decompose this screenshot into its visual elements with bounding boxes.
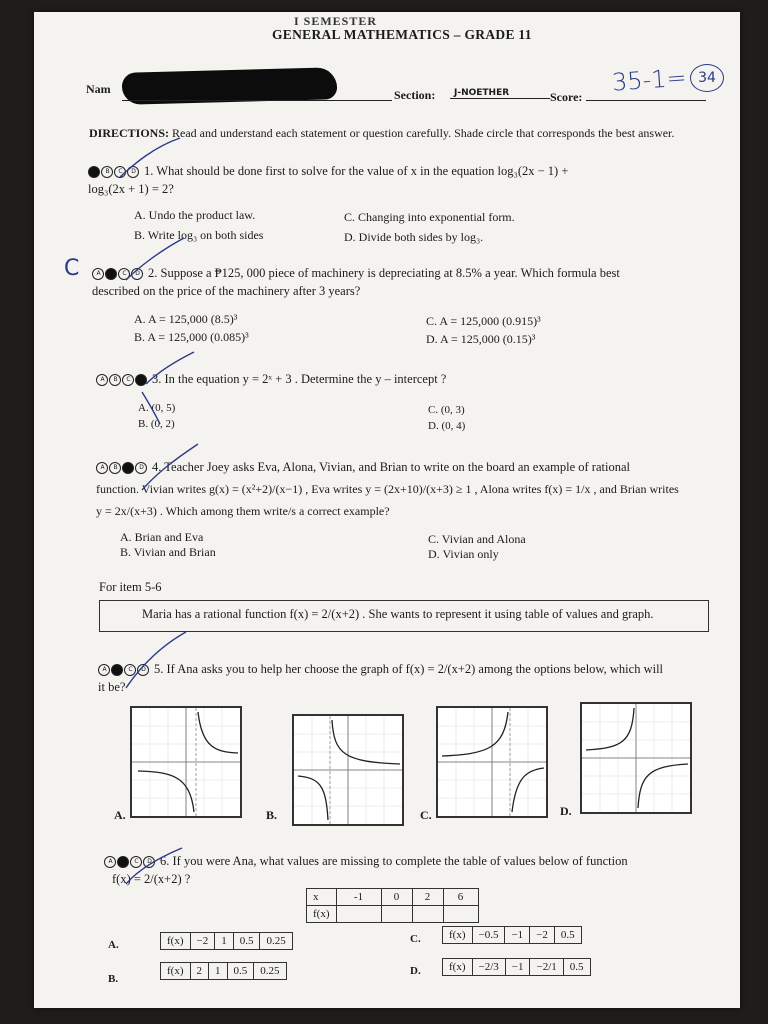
table-cell: 2 [190,963,209,980]
question-4-text-cont: function. Vivian writes g(x) = (x²+2)/(x−1) , Eva writes y = (2x+10)/(x+3) ≥ 1 , Alona writes f(x) = 1/x , and Brian writes [96,482,679,496]
table-cell: 0.5 [554,927,581,944]
table-cell: 6 [443,889,478,906]
bubble-b[interactable]: B [101,166,113,178]
bubble-c[interactable]: C [118,268,130,280]
question-6-text: 6. If you were Ana, what values are missing to complete the table of values below of function [160,854,628,868]
table-cell: 0.5 [563,959,590,976]
table-cell: 1 [215,933,234,950]
question-3-text: 3. In the equation y = 2ˣ + 3 . Determine the y – intercept ? [152,372,447,386]
graph-label-b: B. [266,808,278,822]
graph-label-a: A. [114,808,126,822]
bubble-d[interactable]: D [131,268,143,280]
question-1-text-cont: log₃(2x + 1) = 2? [88,182,174,196]
bubble-a[interactable]: A [88,166,100,178]
question-4-text-end: y = 2x/(x+3) . Which among them write/s a correct example? [96,504,390,518]
question-4-text: 4. Teacher Joey asks Eva, Alona, Vivian, and Brian to write on the board an example of rational [152,460,630,474]
q4-option-a: A. Brian and Eva [120,530,204,544]
q6-option-d-label: D. [410,965,421,977]
bubble-a[interactable]: A [104,856,116,868]
question-6-text-cont: f(x) = 2/(x+2) ? [112,872,191,886]
score-label: Score: [550,90,583,104]
check-mark-q1 [120,138,180,177]
circled-final-score: 34 [690,64,724,92]
table-cell: f(x) [443,927,473,944]
exam-paper [34,12,740,1008]
check-mark-q5 [126,632,186,688]
q2-option-b: B. A = 125,000 (0.085)³ [134,330,249,344]
bubble-c[interactable]: C [124,664,136,676]
bubble-d[interactable]: D [135,462,147,474]
table-cell: f(x) [161,933,191,950]
bubble-d[interactable]: D [127,166,139,178]
bubble-b[interactable]: B [109,374,121,386]
table-cell: −2 [530,927,555,944]
q1-option-c: C. Changing into exponential form. [344,210,515,224]
bubble-a[interactable]: A [96,374,108,386]
graph-label-c: C. [420,808,432,822]
name-label: Nam [86,82,111,96]
question-2-text-cont: described on the price of the machinery after 3 years? [92,284,361,298]
q6-option-a-label: A. [108,939,119,951]
table-cell: 0.25 [254,963,286,980]
check-mark-q3 [146,352,194,384]
q3-option-a: A. (0, 5) [138,402,176,414]
bubble-b[interactable]: B [109,462,121,474]
question-1-text: 1. What should be done first to solve for the value of x in the equation log₃(2x − 1) + [144,164,569,178]
check-mark-q6 [126,848,182,884]
section-value: J-NOETHER [454,88,510,98]
q6-option-b-label: B. [108,973,119,985]
bubble-c[interactable]: C [114,166,126,178]
table-cell: 1 [209,963,228,980]
page-title: GENERAL MATHEMATICS – GRADE 11 [272,27,532,42]
table-cell: 0.25 [260,933,292,950]
handwritten-score: 35-1= [611,63,688,97]
info-box-text: Maria has a rational function f(x) = 2/(x+2) . She wants to represent it using table of values and graph. [142,607,654,621]
q1-option-b: B. Write log₃ on both sides [134,228,264,242]
bubble-c[interactable]: C [122,374,134,386]
bubble-b[interactable]: B [105,268,117,280]
q1-option-a: A. Undo the product law. [134,208,256,222]
question-5-text: 5. If Ana asks you to help her choose the graph of f(x) = 2/(x+2) among the options below, which will [154,662,664,676]
table-cell: 0.5 [227,963,254,980]
handwritten-check-marks [34,12,740,1008]
bubble-d[interactable]: D [137,664,149,676]
q1-option-d: D. Divide both sides by log₃. [344,230,484,244]
q3-option-d: D. (0, 4) [428,420,466,432]
bubble-a[interactable]: A [92,268,104,280]
q3-option-c: C. (0, 3) [428,404,465,416]
bubble-a[interactable]: A [98,664,110,676]
bubble-a[interactable]: A [96,462,108,474]
table-cell: f(x) [161,963,191,980]
check-mark-q2 [126,238,184,280]
q3-option-b: B. (0, 2) [138,418,175,430]
table-x-label: x [307,889,337,906]
semester-label: I SEMESTER [294,14,378,28]
table-cell: −0.5 [472,927,505,944]
table-cell: −2/3 [472,959,505,976]
q4-option-b: B. Vivian and Brian [120,545,216,559]
items-label: For item 5-6 [99,580,162,594]
bubble-b[interactable]: B [111,664,123,676]
bubble-d[interactable]: D [135,374,147,386]
question-5-text-cont: it be? [98,680,126,694]
q4-option-c: C. Vivian and Alona [428,532,526,546]
table-cell: 2 [412,889,443,906]
bubble-c[interactable]: C [122,462,134,474]
table-fx-label: f(x) [307,906,337,923]
q6-option-c-label: C. [410,933,421,945]
table-cell: −2/1 [530,959,563,976]
table-cell: −1 [505,927,530,944]
table-cell: -1 [336,889,381,906]
directions-text: Read and understand each statement or question carefully. Shade circle that corresponds the best answer. [169,126,675,140]
section-label: Section: [394,88,436,102]
margin-mark-q2: C [64,256,80,281]
q4-option-d: D. Vivian only [428,547,499,561]
table-cell: 0.5 [233,933,260,950]
table-cell: −1 [505,959,530,976]
q2-option-d: D. A = 125,000 (0.15)³ [426,332,536,346]
directions-label: DIRECTIONS: [89,126,170,140]
table-cell: −2 [190,933,215,950]
q2-option-a: A. A = 125,000 (8.5)³ [134,312,238,326]
check-mark-q4 [142,444,198,490]
check-mark-q3-tail [142,392,160,424]
question-2-text: 2. Suppose a ₱125, 000 piece of machinery is depreciating at 8.5% a year. Which formula best [148,266,620,280]
table-cell: f(x) [443,959,473,976]
q2-option-c: C. A = 125,000 (0.915)³ [426,314,541,328]
bubble-d[interactable]: D [143,856,155,868]
bubble-c[interactable]: C [130,856,142,868]
graph-label-d: D. [560,804,572,818]
table-cell: 0 [381,889,412,906]
bubble-b[interactable]: B [117,856,129,868]
